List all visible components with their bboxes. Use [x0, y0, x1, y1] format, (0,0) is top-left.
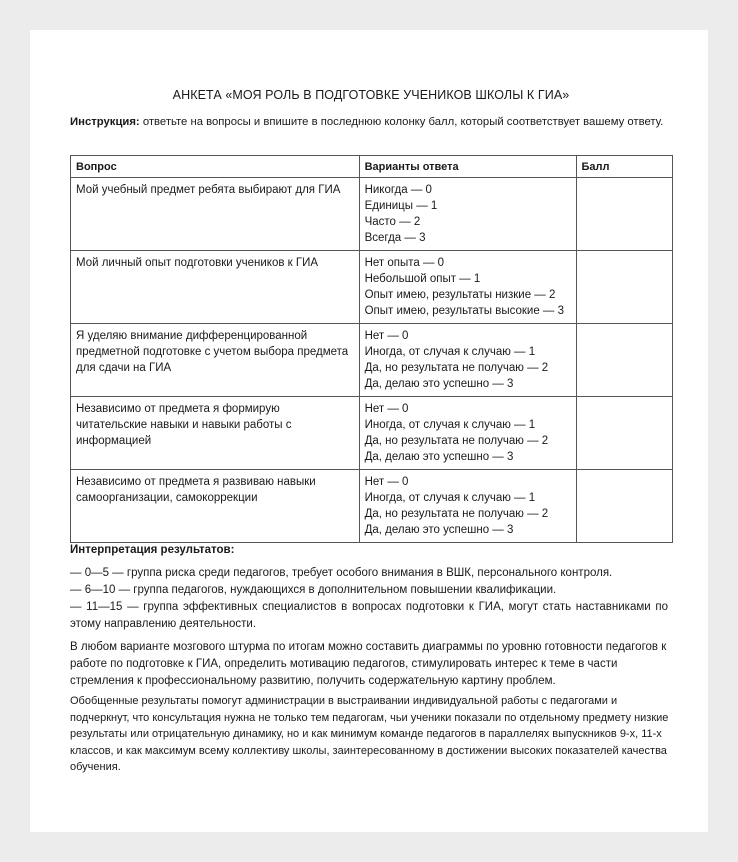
question-text: Мой учебный предмет ребята выбирают для ГИА — [76, 184, 341, 196]
option: Небольшой опыт — 1 — [364, 273, 481, 285]
options-cell — [359, 470, 576, 543]
instruction-text: ответьте на вопросы и впишите в последнюю колонку балл, который соответствует вашему ответу. — [139, 116, 664, 128]
option: Нет опыта — 0 — [364, 257, 445, 269]
question-cell — [71, 470, 360, 543]
option: Иногда, от случая к случаю — 1 — [364, 346, 536, 358]
option: Нет — 0 — [364, 330, 409, 342]
question-cell — [71, 251, 360, 324]
score-cell[interactable] — [576, 324, 672, 397]
question-cell — [71, 397, 360, 470]
header-question: Вопрос — [71, 156, 360, 178]
table-row — [71, 324, 673, 397]
score-cell[interactable] — [576, 251, 672, 324]
table-header-row — [71, 156, 673, 178]
survey-table — [70, 155, 673, 543]
interpretation-item: — 11—15 — группа эффективных специалистов в вопросах подготовки к ГИА, могут стать наставниками по этому направлению деятельности. — [70, 601, 668, 630]
option: Да, но результата не получаю — 2 — [364, 435, 549, 447]
table-row — [71, 178, 673, 251]
interpretation-item: — 6—10 — группа педагогов, нуждающихся в дополнительном повышении квалификации. — [70, 584, 557, 596]
options-cell — [359, 397, 576, 470]
document-title: АНКЕТА «МОЯ РОЛЬ В ПОДГОТОВКЕ УЧЕНИКОВ ШКОЛЫ К ГИА» — [172, 88, 570, 102]
instruction-label: Инструкция: — [70, 116, 140, 128]
score-cell[interactable] — [576, 470, 672, 543]
question-text: Независимо от предмета я развиваю навыки самоорганизации, самокоррекции — [76, 476, 316, 504]
instruction — [70, 116, 672, 128]
option: Опыт имею, результаты низкие — 2 — [364, 289, 556, 301]
score-cell[interactable] — [576, 178, 672, 251]
option: Нет — 0 — [364, 403, 409, 415]
option: Да, но результата не получаю — 2 — [364, 362, 549, 374]
body-paragraph: В любом варианте мозгового штурма по итогам можно составить диаграммы по уровню готовности педагогов к работе по подготовке к ГИА, определить мотивацию педагогов, стимулировать интерес к теме в части стремления к профессиональному развитию, получить содержательную картину проблем. — [70, 641, 667, 687]
interpretation-list — [70, 565, 668, 633]
question-text: Независимо от предмета я формирую читательские навыки и навыки работы с информацией — [76, 403, 292, 447]
question-cell — [71, 324, 360, 397]
score-cell[interactable] — [576, 397, 672, 470]
option: Иногда, от случая к случаю — 1 — [364, 419, 536, 431]
option: Единицы — 1 — [364, 200, 438, 212]
question-text: Я уделяю внимание дифференцированной предметной подготовке с учетом выбора предмета для сдачи на ГИА — [76, 330, 349, 374]
header-options: Варианты ответа — [359, 156, 576, 178]
question-text: Мой личный опыт подготовки учеников к ГИА — [76, 257, 319, 269]
interpretation-title: Интерпретация результатов: — [70, 544, 235, 556]
table-row — [71, 470, 673, 543]
option: Нет — 0 — [364, 476, 409, 488]
interpretation-item: — 0—5 — группа риска среди педагогов, требует особого внимания в ВШК, персонального контроля. — [70, 567, 613, 579]
header-score: Балл — [576, 156, 672, 178]
table-row — [71, 251, 673, 324]
option: Да, делаю это успешно — 3 — [364, 524, 514, 536]
option: Да, делаю это успешно — 3 — [364, 378, 514, 390]
options-cell — [359, 178, 576, 251]
option: Часто — 2 — [364, 216, 421, 228]
question-cell — [71, 178, 360, 251]
options-cell — [359, 324, 576, 397]
option: Никогда — 0 — [364, 184, 432, 196]
document-page — [30, 30, 708, 832]
option: Всегда — 3 — [364, 232, 426, 244]
option: Иногда, от случая к случаю — 1 — [364, 492, 536, 504]
option: Опыт имею, результаты высокие — 3 — [364, 305, 564, 317]
body-paragraph: Обобщенные результаты помогут администрации в выстраивании индивидуальной работы с педагогами и подчеркнут, что консультация нужна не только тем педагогам, чьи ученики показали по отдельному предмету низкие результаты или отрицательную динамику, но и как минимум команде педагогов в параллелях выпускников 9-х, 11-х классов, и как максимум всему коллективу школы, заинтересованному в достижении высоких показателей качества обучения. — [70, 695, 669, 773]
table-row — [71, 397, 673, 470]
option: Да, но результата не получаю — 2 — [364, 508, 549, 520]
option: Да, делаю это успешно — 3 — [364, 451, 514, 463]
options-cell — [359, 251, 576, 324]
